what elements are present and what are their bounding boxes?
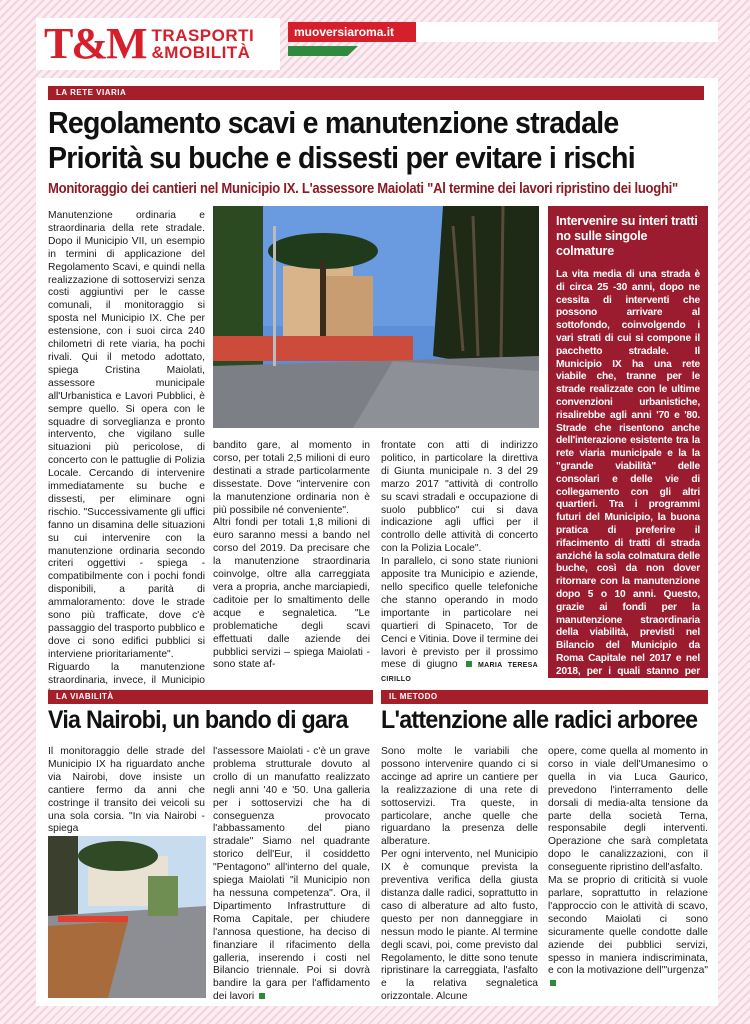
logo-mark: T&M — [44, 19, 146, 68]
logo — [36, 18, 280, 70]
paragraph: Ma se proprio di criticità si vuole parlare, soprattutto in relazione l'approccio con le attività di scavo, secondo Maiolati ci sono sicuramente quelle condotte dalle aziende dei pubblici servizi, spesso in maniera indiscriminata, e con la motivazione dell'"urgenza" — [548, 875, 708, 977]
headline-line-2: Priorità su buche e dissesti per evitare i rischi — [48, 140, 635, 175]
sidebar-body: La vita media di una strada è di circa 25 -30 anni, dopo ne cessita di interventi che possono arrivare al sottofondo, coinvolgendo i vari strati di cui si compone il pacchetto stradale. Il Municipio IX ha una rete viabile che, tranne per le strade realizzate con le ultime convenzioni urbanistiche, risalirebbe agli anni '70 e '80. Strade che risentono anche dell'interazione esistente tra la rete viaria municipale e la la "grande viabilità" delle consolari e delle vie di collegamento con gli altri quartieri. Tra i programmi futuri del Municipio, la buona pratica di preferire il rifacimento di tratti di strada anziché la sola colmatura delle buche, così da non dover ritornare con la manutenzione dopo 5 o 10 anni. Questo, grazie ai fondi per la manutenzione straordinaria della viabilità, previsti nel Bilancio del Municipio da Roma Capitale nel 2017 e nel 2018, per i quali stanno per essere aggiudicate le relative — [556, 269, 700, 690]
nairobi-headline: Via Nairobi, un bando di gara — [48, 706, 348, 734]
paragraph: Il monitoraggio delle strade del Municipio IX ha riguardato anche via Nairobi, dove insiste un cantiere fermo da anni che costringe il transito dei veicoli su una sola corsia. "In via Nairobi - spiega — [48, 746, 205, 835]
logo-line-1: TRASPORTI — [151, 26, 255, 45]
paragraph: Altri fondi per totali 1,8 milioni di euro saranno messi a bando nel corso del 2019. Da precisare che la manutenzione straordinaria coinvolge, oltre alla carreggiata vera a propria, anche marciapiedi, caditoie per lo smaltimento delle acque e segnaletica. "Le problematiche degli scavi effettuati dalle aziende dei pubblici servizi – spiega Maiolati - sono state af- — [213, 517, 370, 671]
nairobi-col-1 — [48, 746, 205, 835]
via-nairobi-photo — [48, 836, 206, 998]
street-photo — [213, 206, 539, 428]
paragraph: Riguardo la manutenzione straordinaria, invece, il Municipio — [48, 661, 205, 686]
section-label-metodo: IL METODO — [381, 690, 708, 704]
site-bar — [416, 22, 718, 42]
end-mark-icon — [550, 980, 556, 986]
radici-col-1 — [381, 746, 538, 1003]
subheadline: Monitoraggio dei cantieri nel Municipio IX. L'assessore Maiolati "Al termine dei lavori ripristino dei luoghi" — [48, 180, 678, 197]
top-article-col-1 — [48, 210, 205, 686]
paragraph: bandito gare, al momento in corso, per totali 2,5 milioni di euro destinati a strade particolarmente dissestate. Dove "intervenire con la manutenzione ordinaria non è più possibile né conveniente". — [213, 440, 370, 516]
end-mark-icon — [259, 993, 265, 999]
top-article-col-2 — [213, 440, 370, 680]
end-mark-icon — [466, 661, 472, 667]
flag-stripe — [288, 46, 358, 56]
paragraph: Per ogni intervento, nel Municipio IX è comunque prevista la preventiva verifica della giusta distanza dalle radici, soprattutto in caso di alberature ad alto fusto, questo per non danneggiare in nessun modo le piante. Al termine degli scavi, poi, come previsto dal Regolamento, le ditte sono tenute ripristinare la carreggiata, l'asfalto e la relativa segnaletica orizzontale. Alcune — [381, 849, 538, 1003]
main-headline — [48, 105, 710, 175]
logo-words — [152, 27, 255, 61]
sidebar-title: Intervenire su interi tratti no sulle singole colmature — [556, 214, 698, 258]
radici-col-2 — [548, 746, 708, 1000]
paragraph: l'assessore Maiolati - c'è un grave problema strutturale dovuto al crollo di un manufatto realizzato negli anni '40 e '50. Una galleria per i sottoservizi che ha di conseguenza provocato l'abbassamento del piano stradale" Siamo nel quadrante storico dell'Eur, il cosiddetto "Pentagono" all'interno del quale, spiega Maiolati "il Municipio non ha nessuna competenza". Ora, il Dipartimento Infrastrutture di Roma Capitale, per chiudere l'annosa questione, ha deciso di finanziare il rifacimento della galleria, inserendo i costi nel Bilancio triennale. Poi si dovrà bandire la gara per l'affidamento dei lavori — [213, 746, 370, 1003]
paragraph: opere, come quella al momento in corso in viale dell'Umanesimo o quella in via Luca Gaurico, prevedono l'interramento delle dorsali di media-alta tensione da parte della società Terna, responsabile degli interventi. Operazione che sarà completata dopo le canalizzazioni, con il conseguente ripristino dell'asfalto. — [548, 746, 708, 874]
site-url[interactable]: muoversiaroma.it — [288, 22, 416, 42]
radici-headline: L'attenzione alle radici arboree — [381, 706, 698, 734]
nairobi-col-2 — [213, 746, 370, 1003]
paragraph: Manutenzione ordinaria e straordinaria della rete stradale. Dopo il Municipio VII, un esempio in termini di applicazione del Regolamento Scavi, e quindi nella realizzazione di sottoservizi senza costi aggiuntivi per le casse comunali, il monitoraggio si sposta nel Municipio IX. Che per estensione, con i suoi circa 240 chilometri di rete viaria, ha pochi rivali. Qui il metodo adottato, spiega Cristina Maiolati, assessore municipale all'Urbanistica e Lavori Pubblici, è sempre quello. Si opera con le squadre di sorveglianza e pronto intervento, che vigilano sulle situazioni più pericolose, di concerto con le pattuglie di Polizia Locale. Cercando di intervenire immediatamente su buche e dissesti, per eliminare ogni rischio. "Successivamente gli uffici fanno un disamina delle situazioni su cui intervenire con la manutenzione ordinaria secondo criteri oggettivi - spiega - compatibilmente con i pochi fondi disponibili, a parità di ammaloramento: dove le strade sono più trafficate, dove c'è passaggio del trasporto pubblico e dove ci sono edifici pubblici si interviene prioritariamente". — [48, 210, 205, 660]
sidebar-box — [548, 206, 708, 690]
paragraph: Sono molte le variabili che possono intervenire quando ci si accinge ad aprire un cantiere per la realizzazione di una rete di sottoservizi. Tra queste, in particolare, anche quelle che riguardano la presenza delle alberature. — [381, 746, 538, 848]
headline-line-1: Regolamento scavi e manutenzione stradale — [48, 105, 619, 140]
paragraph: In parallelo, ci sono state riunioni apposite tra Municipio e aziende, nello specifico quelle telefoniche che stanno operando in modo importante in particolare nei quartieri di Spinaceto, Tor de Cenci e Vitinia. Dove il termine dei lavori è previsto per il prossimo mese di giugno — [381, 556, 538, 671]
logo-line-2: &MOBILITÀ — [151, 43, 251, 62]
section-label-rete-viaria: LA RETE VIARIA — [48, 86, 704, 100]
byline: MARIA TERESA CIRILLO — [381, 662, 538, 684]
paragraph: frontate con atti di indirizzo politico, in particolare la direttiva di Giunta municipale n. 3 del 29 marzo 2017 "attività di controllo su scavi stradali e occupazione di suolo pubblico" cui si dava indicazione agli uffici per il controllo delle attività di concerto con la Polizia Locale". — [381, 440, 538, 555]
section-label-viabilita: LA VIABILITÀ — [48, 690, 373, 704]
top-article-col-3 — [381, 440, 538, 684]
masthead — [36, 18, 718, 70]
